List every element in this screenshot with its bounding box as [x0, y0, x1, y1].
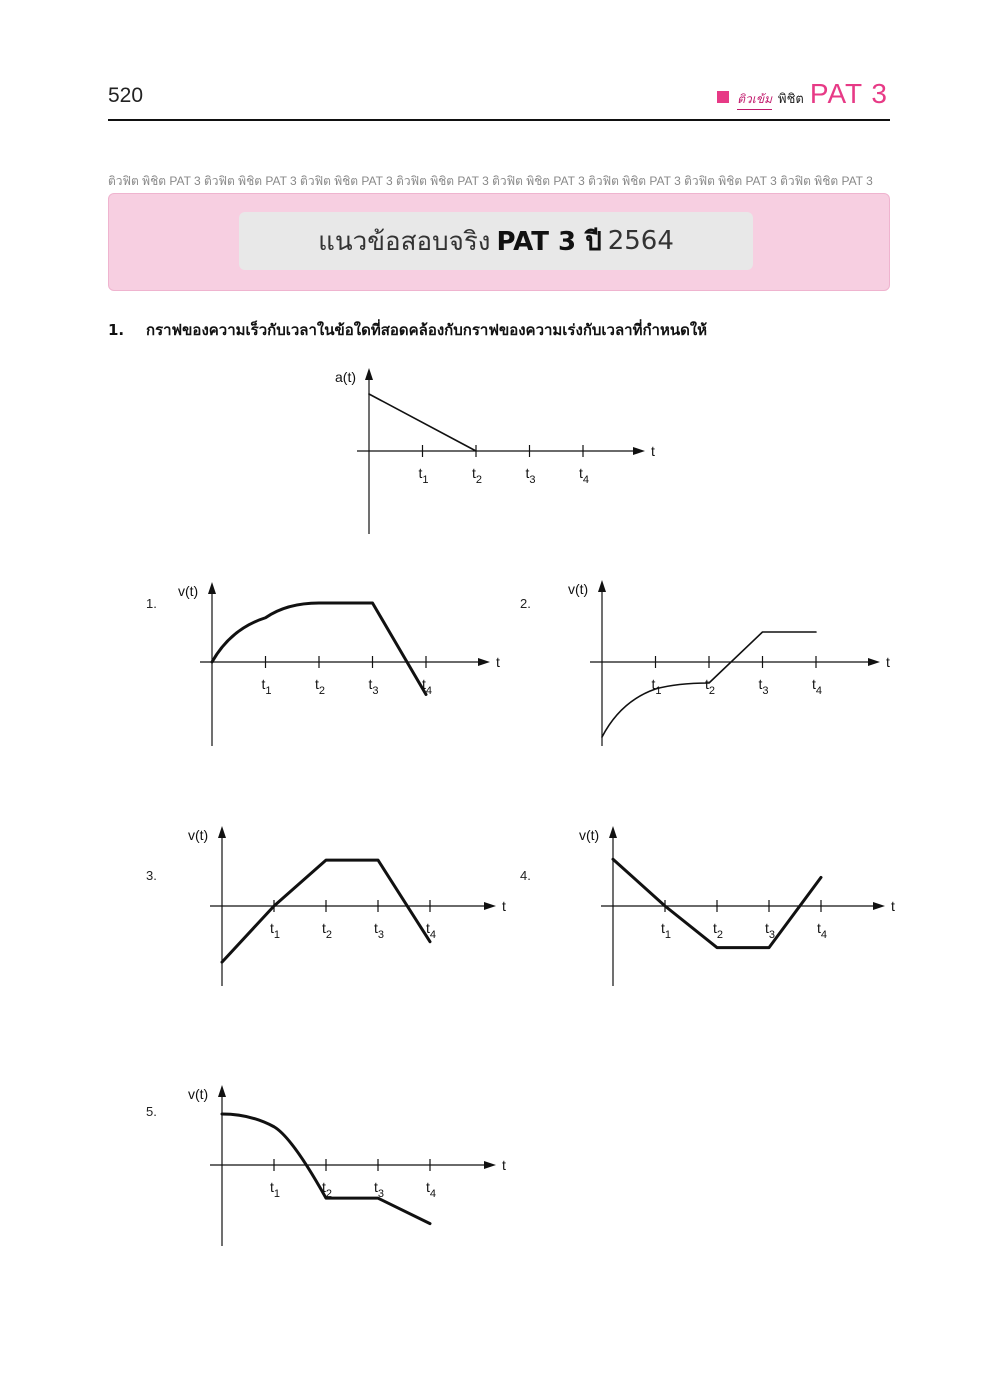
option-5-y-label: v(t): [188, 1086, 209, 1102]
option-2-y-arrow-icon: [598, 580, 606, 592]
option-3-tick-label-2: $t_2$: [322, 920, 333, 941]
option-2-x-label: t: [886, 654, 890, 670]
given-x-label: t: [651, 443, 655, 459]
given-tick-label-4: $t_4$: [579, 465, 590, 486]
given-tick-label-3: $t_3$: [525, 465, 536, 486]
option-5-tick-label-1: $t_1$: [270, 1179, 281, 1200]
option-5-tick-label-4: $t_4$: [426, 1179, 437, 1200]
option-5-y-arrow-icon: [218, 1085, 226, 1097]
option-4-tick-label-1: $t_1$: [661, 920, 672, 941]
option-label-4: 4.: [520, 868, 531, 883]
given-x-arrow-icon: [633, 447, 645, 455]
option-5-x-label: t: [502, 1157, 506, 1173]
watermark-strip: ติวฟิต พิชิต PAT 3 ติวฟิต พิชิต PAT 3 ติวฟิต พิชิต PAT 3 ติวฟิต พิชิต PAT 3 ติวฟิต พิชิต PAT 3 ติวฟิต พิชิต PAT 3 ติวฟิต พิชิต PAT 3 ติวฟิต พิชิต PAT 3: [108, 174, 873, 188]
option-4-x-label: t: [891, 898, 895, 914]
brand-subtitle: ติวเข้ม: [737, 90, 772, 110]
option-1-y-arrow-icon: [208, 582, 216, 594]
option-1-tick-label-1: $t_1$: [261, 676, 272, 697]
option-5-x-arrow-icon: [484, 1161, 496, 1169]
option-2-tick-label-1: $t_1$: [651, 676, 662, 697]
question-number: 1.: [108, 321, 125, 339]
option-3-x-arrow-icon: [484, 902, 496, 910]
brand-middle: พิชิต: [778, 92, 804, 107]
option-2-tick-label-2: $t_2$: [705, 676, 716, 697]
banner-year: 2564: [607, 226, 674, 256]
banner-bold: PAT 3 ปี: [496, 226, 602, 257]
option-1-y-label: v(t): [178, 583, 199, 599]
option-4-tick-label-4: $t_4$: [817, 920, 828, 941]
option-5-tick-label-2: $t_2$: [322, 1179, 333, 1200]
option-2-tick-label-4: $t_4$: [812, 676, 823, 697]
brand-title: PAT 3: [809, 78, 888, 109]
given-y-arrow-icon: [365, 368, 373, 380]
option-1-series-line: [212, 603, 426, 694]
given-tick-label-2: $t_2$: [472, 465, 483, 486]
option-1-tick-label-2: $t_2$: [315, 676, 326, 697]
page-number: 520: [108, 84, 144, 107]
option-1-tick-label-3: $t_3$: [368, 676, 379, 697]
option-2-y-label: v(t): [568, 581, 589, 597]
given-y-label: a(t): [335, 369, 356, 385]
option-label-5: 5.: [146, 1104, 157, 1119]
option-label-2: 2.: [520, 596, 531, 611]
banner-prefix: แนวข้อสอบจริง: [318, 226, 491, 257]
option-1-tick-label-4: $t_4$: [422, 676, 433, 697]
option-label-3: 3.: [146, 868, 157, 883]
option-2-tick-label-3: $t_3$: [758, 676, 769, 697]
option-4-tick-label-3: $t_3$: [765, 920, 776, 941]
option-3-tick-label-3: $t_3$: [374, 920, 385, 941]
option-4-tick-label-2: $t_2$: [713, 920, 724, 941]
given-series-line: [369, 394, 476, 451]
option-4-x-arrow-icon: [873, 902, 885, 910]
option-4-y-label: v(t): [579, 827, 600, 843]
option-1-x-label: t: [496, 654, 500, 670]
option-3-x-label: t: [502, 898, 506, 914]
option-5-tick-label-3: $t_3$: [374, 1179, 385, 1200]
question-text: กราฟของความเร็วกับเวลาในข้อใดที่สอดคล้องกับกราฟของความเร่งกับเวลาที่กำหนดให้: [146, 321, 708, 339]
option-label-1: 1.: [146, 596, 157, 611]
option-3-y-label: v(t): [188, 827, 209, 843]
option-4-y-arrow-icon: [609, 826, 617, 838]
option-2-x-arrow-icon: [868, 658, 880, 666]
given-tick-label-1: $t_1$: [418, 465, 429, 486]
option-3-tick-label-1: $t_1$: [270, 920, 281, 941]
option-3-y-arrow-icon: [218, 826, 226, 838]
option-1-x-arrow-icon: [478, 658, 490, 666]
option-3-tick-label-4: $t_4$: [426, 920, 437, 941]
